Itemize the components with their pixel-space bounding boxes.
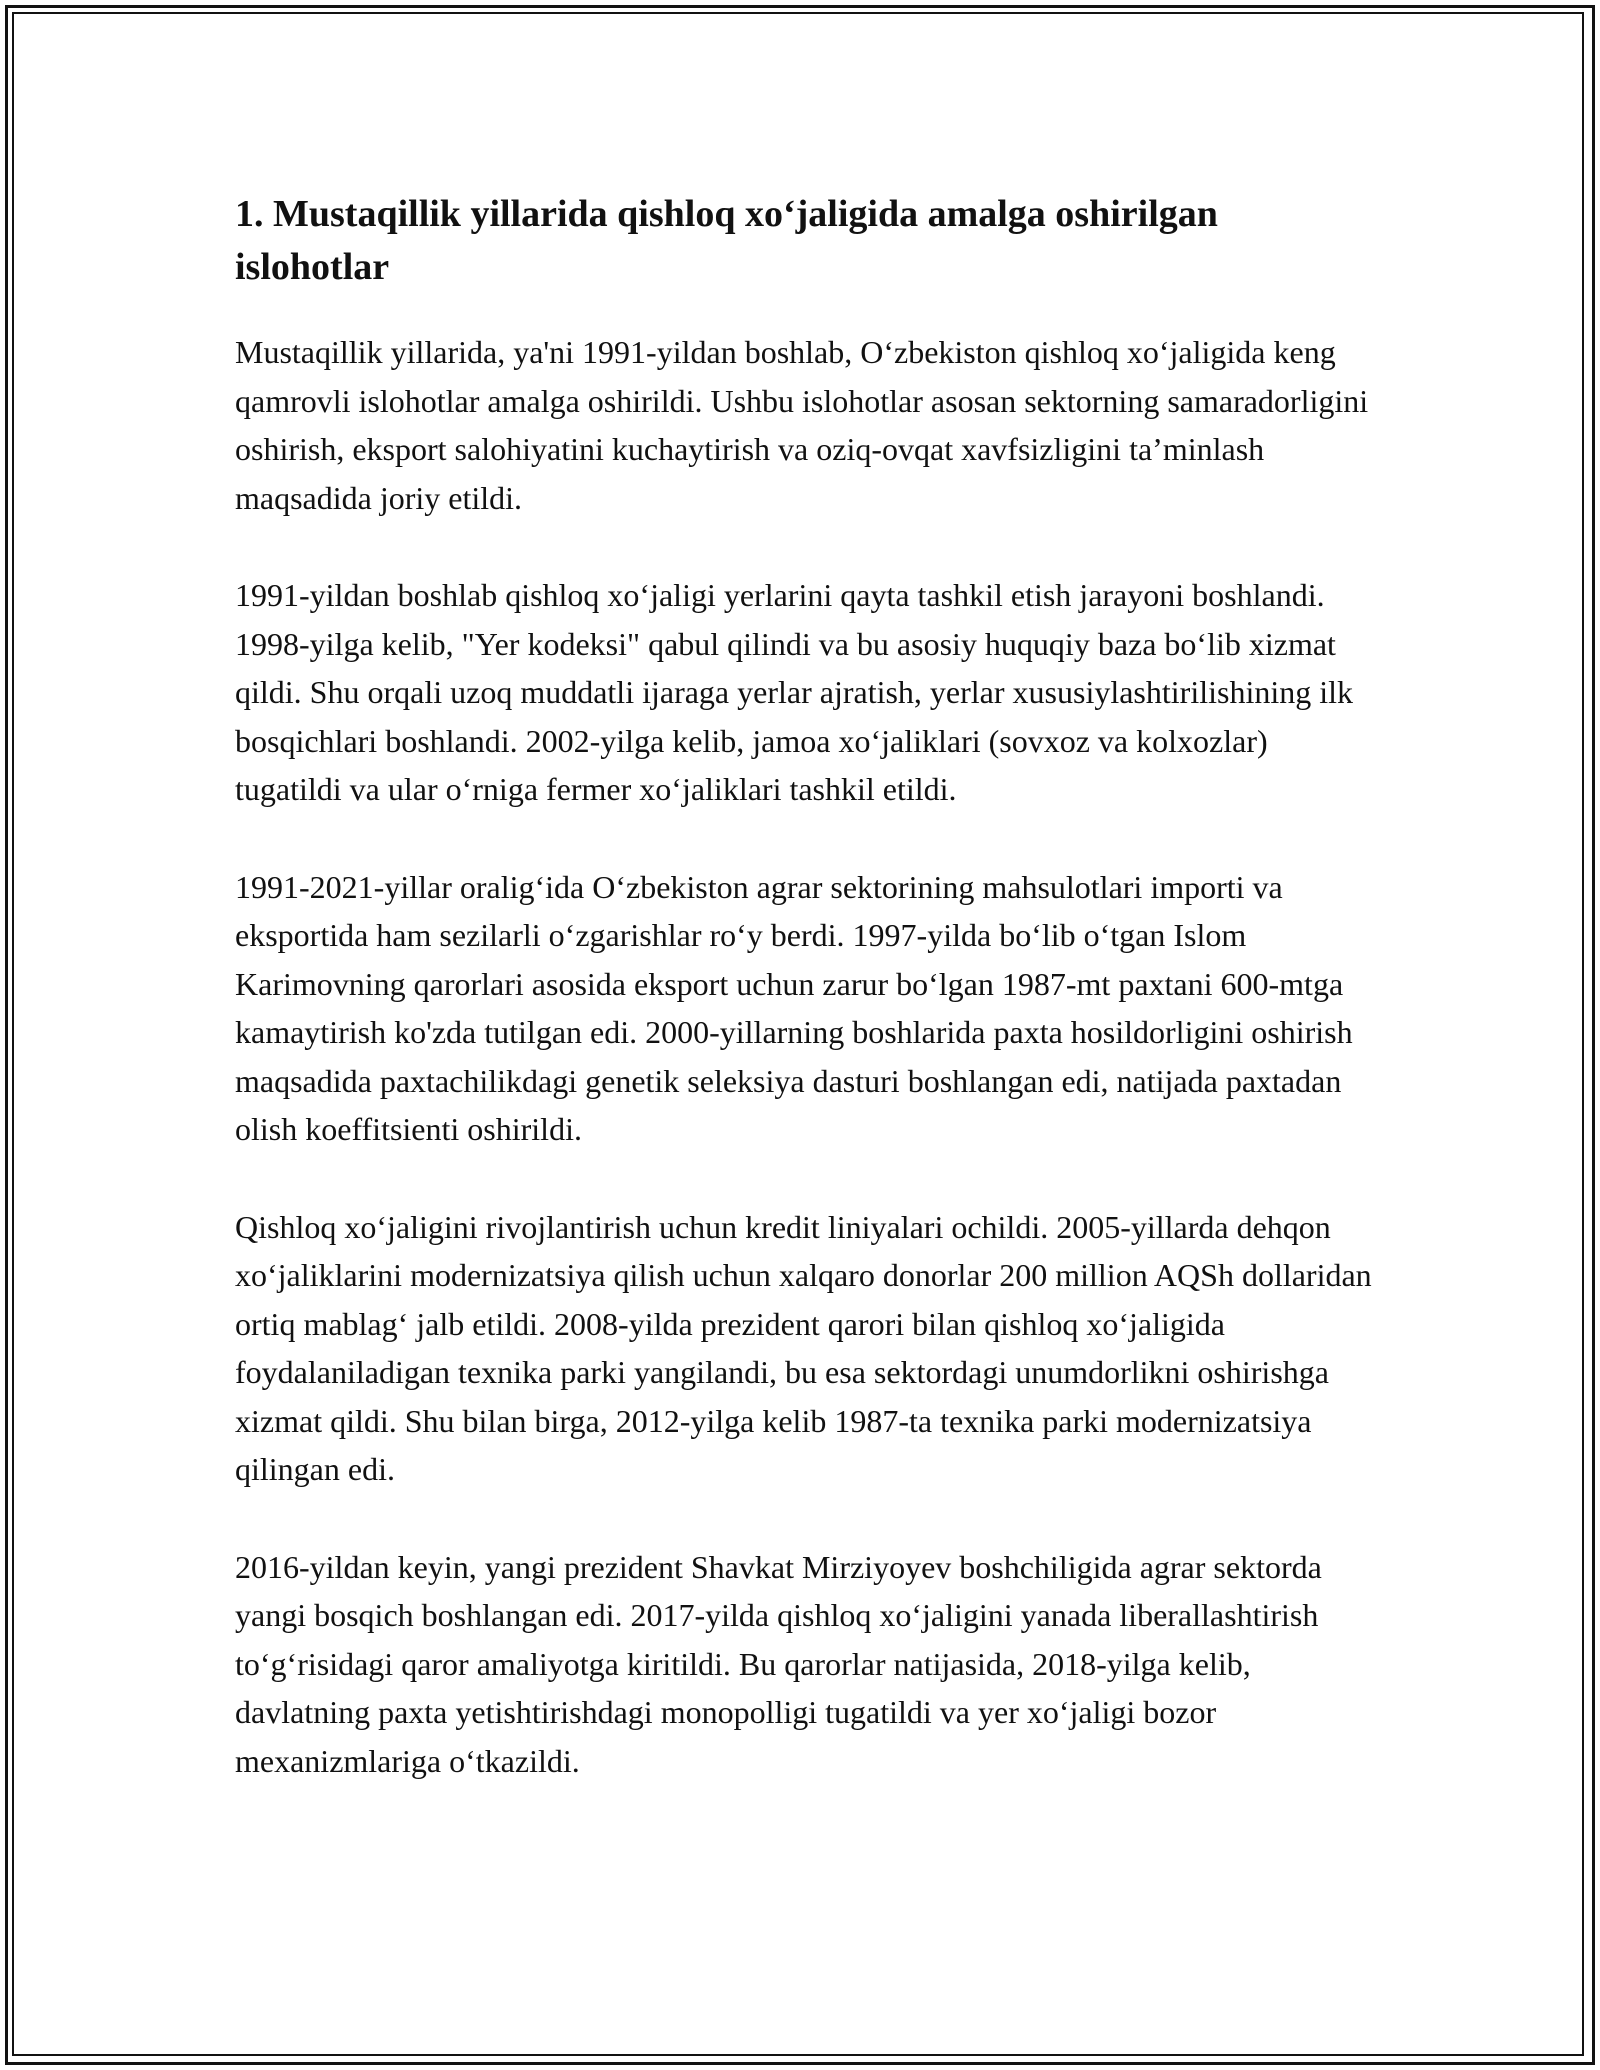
paragraph-2: 1991-yildan boshlab qishloq xo‘jaligi yerlarini qayta tashkil etish jarayoni boshlandi. 1998-yilga kelib, "Yer kodeksi" qabul qilindi va bu asosiy huquqiy baza bo‘lib xizmat qildi. Shu orqali uzoq muddatli ijaraga yerlar ajratish, yerlar xususiylashtirilishining ilk bosqichlari boshlandi. 2002-yilga kelib, jamoa xo‘jaliklari (sovxoz va kolxozlar) tugatildi va ular o‘rniga fermer xo‘jaliklari tashkil etildi. [235, 577, 1353, 807]
paragraph-3: 1991-2021-yillar oralig‘ida O‘zbekiston agrar sektorining mahsulotlari importi va eksportida ham sezilarli o‘zgarishlar ro‘y berdi. 1997-yilda bo‘lib o‘tgan Islom Karimovning qarorlari asosida eksport uchun zarur bo‘lgan 1987-mt paxtani 600-mtga kamaytirish ko'zda tutilgan edi. 2000-yillarning boshlarida paxta hosildorligini oshirish maqsadida paxtachilikdagi genetik seleksiya dasturi boshlangan edi, natijada paxtadan olish koeffitsienti oshirildi. [235, 868, 1353, 1147]
paragraph-5: 2016-yildan keyin, yangi prezident Shavkat Mirziyoyev boshchiligida agrar sektorda yangi bosqich boshlangan edi. 2017-yilda qishloq xo‘jaligini yanada liberallashtirish to‘g‘risidagi qaror amaliyotga kiritildi. Bu qarorlar natijasida, 2018-yilga kelib, davlatning paxta yetishtirishdagi monopolligi tugatildi va yer xo‘jaligi bozor mexanizmlariga o‘tkazildi. [235, 1548, 1322, 1779]
paragraph-1: Mustaqillik yillarida, ya'ni 1991-yildan boshlab, O‘zbekiston qishloq xo‘jaligida keng qamrovli islohotlar amalga oshirildi. Ushbu islohotlar asosan sektorning samaradorligini oshirish, eksport salohiyatini kuchaytirish va oziq-ovqat xavfsizligini ta’minlash maqsadida joriy etildi. [235, 334, 1369, 516]
page-title: 1. Mustaqillik yillarida qishloq xo‘jaligida amalga oshirilgan islohotlar [235, 193, 1218, 288]
paragraph-4: Qishloq xo‘jaligini rivojlantirish uchun kredit liniyalari ochildi. 2005-yillarda dehqon xo‘jaliklarini modernizatsiya qilish uchun xalqaro donorlar 200 million AQSh dollaridan ortiq mablag‘ jalb etildi. 2008-yilda prezident qarori bilan qishloq xo‘jaligida foydalaniladigan texnika parki yangilandi, bu esa sektordagi unumdorlikni oshirishga xizmat qildi. Shu bilan birga, 2012-yilga kelib 1987-ta texnika parki modernizatsiya qilingan edi. [235, 1208, 1372, 1487]
document-body [235, 188, 1375, 1834]
